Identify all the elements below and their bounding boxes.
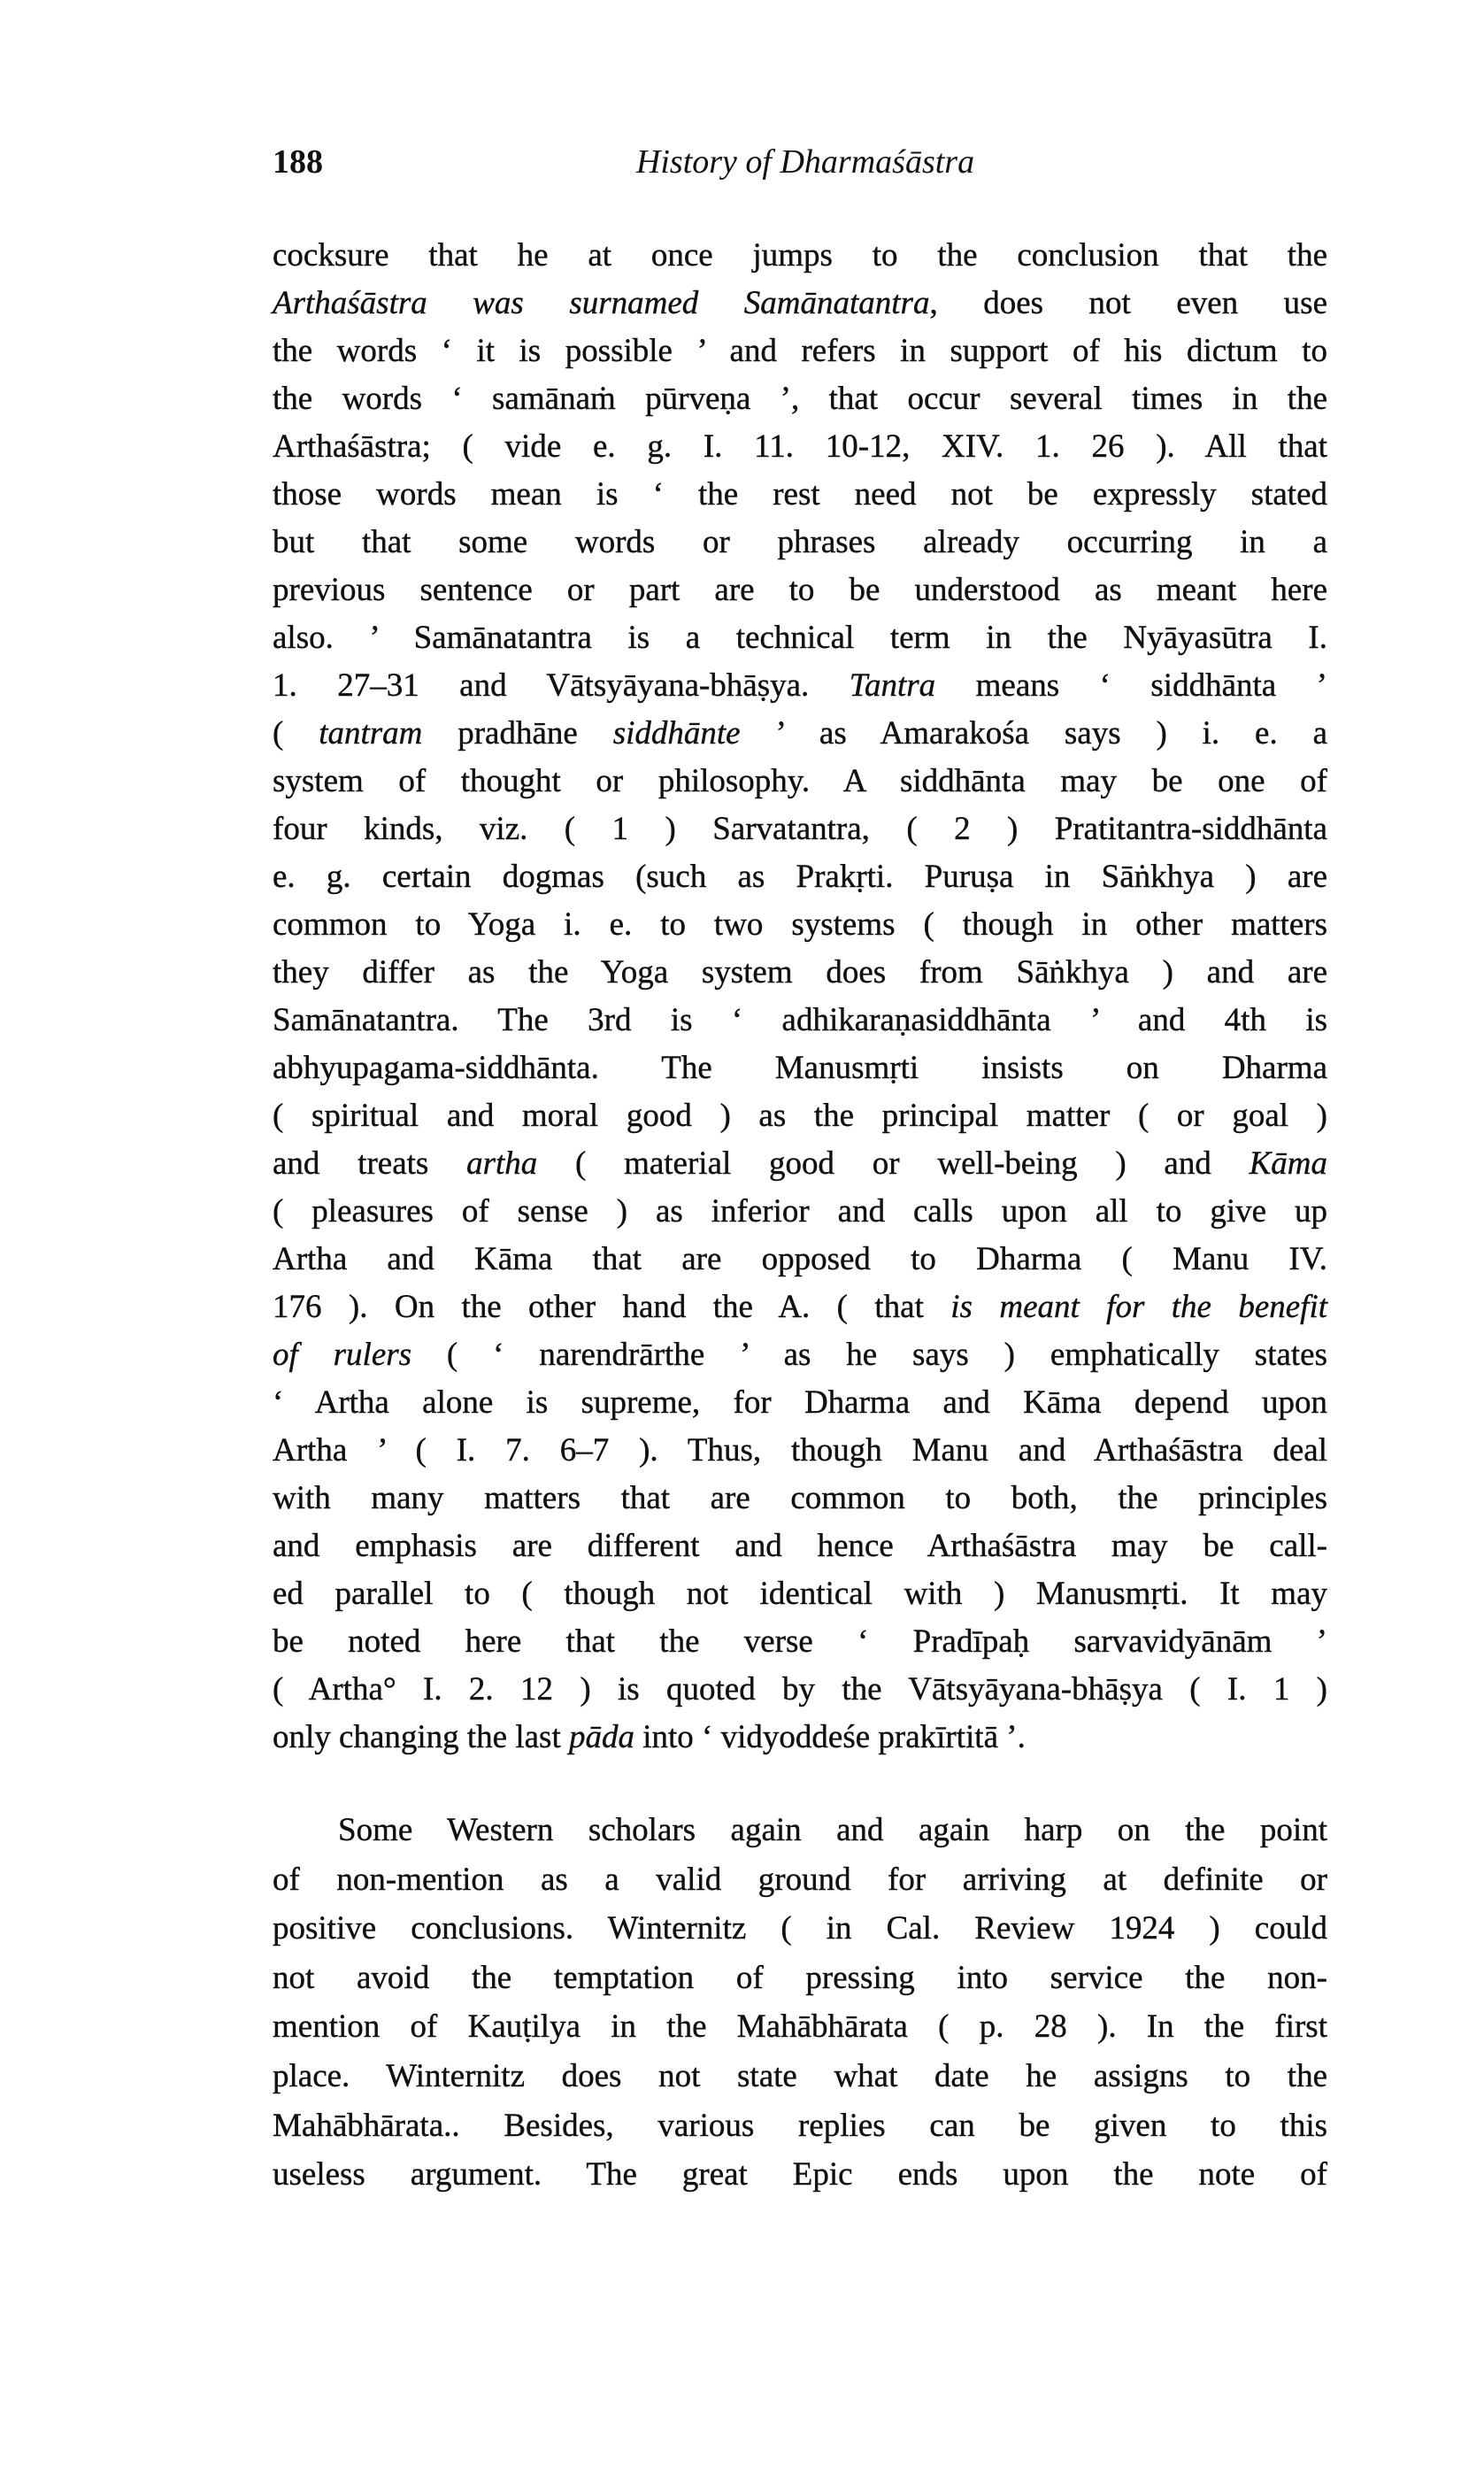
text-line (273, 1714, 1327, 1762)
text-line (273, 1904, 1327, 1954)
text-segment: positive conclusions. Winternitz ( in Cal. Review 1924 ) could (273, 1910, 1327, 1947)
italic-text: pāda (569, 1719, 634, 1755)
text-segment: Samānatantra. The 3rd is ‘ adhikaraṇasiddhānta ’ and 4th is (273, 1002, 1327, 1038)
text-segment: ( material good or well-being ) and (537, 1145, 1249, 1182)
italic-text: siddhānte (612, 715, 741, 752)
text-line (273, 614, 1327, 662)
running-title: History of Dharmaśāstra (635, 143, 975, 181)
text-segment: Some Western scholars again and again harp on the point (338, 1812, 1327, 1848)
text-segment: common to Yoga i. e. to two systems ( though in other matters (273, 906, 1327, 943)
text-line (273, 1475, 1327, 1523)
text-segment: system of thought or philosophy. A siddhānta may be one of (273, 763, 1327, 799)
text-segment: ed parallel to ( though not identical with ) Manusmṛti. It may (273, 1576, 1327, 1612)
text-line (273, 806, 1327, 853)
text-segment: they differ as the Yoga system does from Sāṅkhya ) and are (273, 954, 1327, 991)
text-segment: Mahābhārata.. Besides, various replies can be given to this (273, 2107, 1327, 2144)
text-line (273, 328, 1327, 375)
text-line (273, 1855, 1327, 1905)
text-segment: into ‘ vidyoddeśe prakīrtitā ’. (634, 1719, 1026, 1755)
paragraph-1 (273, 232, 1327, 1762)
text-line (273, 901, 1327, 949)
text-segment: Artha and Kāma that are opposed to Dharma ( Manu IV. (273, 1241, 1327, 1277)
text-segment: means ‘ siddhānta ’ (935, 667, 1327, 704)
text-line (273, 1331, 1327, 1379)
text-line (273, 853, 1327, 901)
text-segment: those words mean is ‘ the rest need not be expressly stated (273, 476, 1327, 513)
text-segment: ( ‘ narendrārthe ’ as he says ) emphatically states (411, 1337, 1327, 1373)
text-line (273, 280, 1327, 328)
text-segment: and treats (273, 1145, 467, 1182)
text-line (273, 758, 1327, 806)
text-segment: ( Artha° I. 2. 12 ) is quoted by the Vātsyāyana-bhāṣya ( I. 1 ) (273, 1671, 1327, 1708)
text-segment: with many matters that are common to both, the principles (273, 1480, 1327, 1516)
text-line (273, 1618, 1327, 1666)
text-line (273, 1092, 1327, 1140)
text-line (273, 2150, 1327, 2200)
italic-text: artha (466, 1145, 538, 1182)
text-line (273, 949, 1327, 997)
text-line (273, 2002, 1327, 2052)
text-line (273, 662, 1327, 710)
text-segment: ‘ Artha alone is supreme, for Dharma and Kāma depend upon (273, 1384, 1327, 1421)
text-segment: only changing the last (273, 1719, 569, 1755)
text-segment: , does not even use (929, 285, 1327, 321)
text-segment: ( pleasures of sense ) as inferior and calls upon all to give up (273, 1193, 1327, 1230)
text-line (273, 1140, 1327, 1188)
text-segment: e. g. certain dogmas (such as Prakṛti. Puruṣa in Sāṅkhya ) are (273, 859, 1327, 895)
text-line (273, 471, 1327, 519)
text-line (273, 997, 1327, 1045)
text-segment: place. Winternitz does not state what date he assigns to the (273, 2057, 1327, 2094)
text-segment: the words ‘ it is possible ’ and refers in support of his dictum to (273, 333, 1327, 369)
text-segment: previous sentence or part are to be understood as meant here (273, 572, 1327, 608)
text-segment: not avoid the temptation of pressing into service the non- (273, 1959, 1327, 1996)
text-segment: 176 ). On the other hand the A. ( that (273, 1289, 951, 1325)
page-number: 188 (273, 143, 323, 181)
text-line (273, 1523, 1327, 1570)
text-segment: also. ’ Samānatantra is a technical term in the Nyāyasūtra I. (273, 620, 1327, 656)
text-segment: Arthaśāstra; ( vide e. g. I. 11. 10-12, XIV. 1. 26 ). All that (273, 428, 1327, 465)
text-line (273, 567, 1327, 614)
text-segment: ( spiritual and moral good ) as the principal matter ( or goal ) (273, 1098, 1327, 1134)
italic-text: Tantra (849, 667, 936, 704)
text-line (273, 1806, 1327, 1855)
text-line (273, 710, 1327, 758)
text-segment: mention of Kauṭilya in the Mahābhārata ( p. 28 ). In the first (273, 2008, 1327, 2046)
italic-text: of rulers (273, 1337, 412, 1373)
text-line (273, 232, 1327, 280)
text-line (273, 1045, 1327, 1092)
text-line (273, 1236, 1327, 1284)
text-line (273, 519, 1327, 567)
text-segment: pradhāne (422, 715, 613, 752)
text-line (273, 1954, 1327, 2003)
text-segment: useless argument. The great Epic ends upon the note of (273, 2156, 1327, 2193)
text-segment: cocksure that he at once jumps to the conclusion that the (273, 237, 1327, 274)
italic-text: is meant for the benefit (950, 1289, 1328, 1325)
paragraph-2 (273, 1806, 1327, 2200)
italic-text: tantram (319, 715, 423, 752)
text-segment: and emphasis are different and hence Arthaśāstra may be call- (273, 1528, 1327, 1564)
text-segment: be noted here that the verse ‘ Pradīpaḥ sarvavidyānām ’ (273, 1623, 1327, 1660)
text-line (273, 1666, 1327, 1714)
italic-text: Kāma (1249, 1145, 1328, 1182)
text-line (273, 423, 1327, 471)
text-segment: the words ‘ samānaṁ pūrveṇa ’, that occur several times in the (273, 381, 1327, 417)
text-line (273, 375, 1327, 423)
text-line (273, 1284, 1327, 1331)
text-line (273, 2101, 1327, 2151)
text-segment: Artha ’ ( I. 7. 6–7 ). Thus, though Manu and Arthaśāstra deal (273, 1432, 1327, 1469)
text-line (273, 1570, 1327, 1618)
text-segment: ’ as Amarakośa says ) i. e. a (740, 715, 1327, 752)
text-segment: abhyupagama-siddhānta. The Manusmṛti insists on Dharma (273, 1050, 1327, 1086)
text-segment: of non-mention as a valid ground for arriving at definite or (273, 1861, 1327, 1898)
text-line (273, 1379, 1327, 1427)
italic-text: Arthaśāstra was surnamed Samānatantra (273, 285, 930, 321)
text-segment: four kinds, viz. ( 1 ) Sarvatantra, ( 2 ) Pratitantra-siddhānta (273, 811, 1327, 847)
text-line (273, 1427, 1327, 1475)
text-line (273, 2052, 1327, 2101)
text-segment: but that some words or phrases already occurring in a (273, 524, 1327, 560)
text-segment: ( (273, 715, 319, 752)
text-segment: 1. 27–31 and Vātsyāyana-bhāṣya. (273, 667, 850, 704)
text-line (273, 1188, 1327, 1236)
